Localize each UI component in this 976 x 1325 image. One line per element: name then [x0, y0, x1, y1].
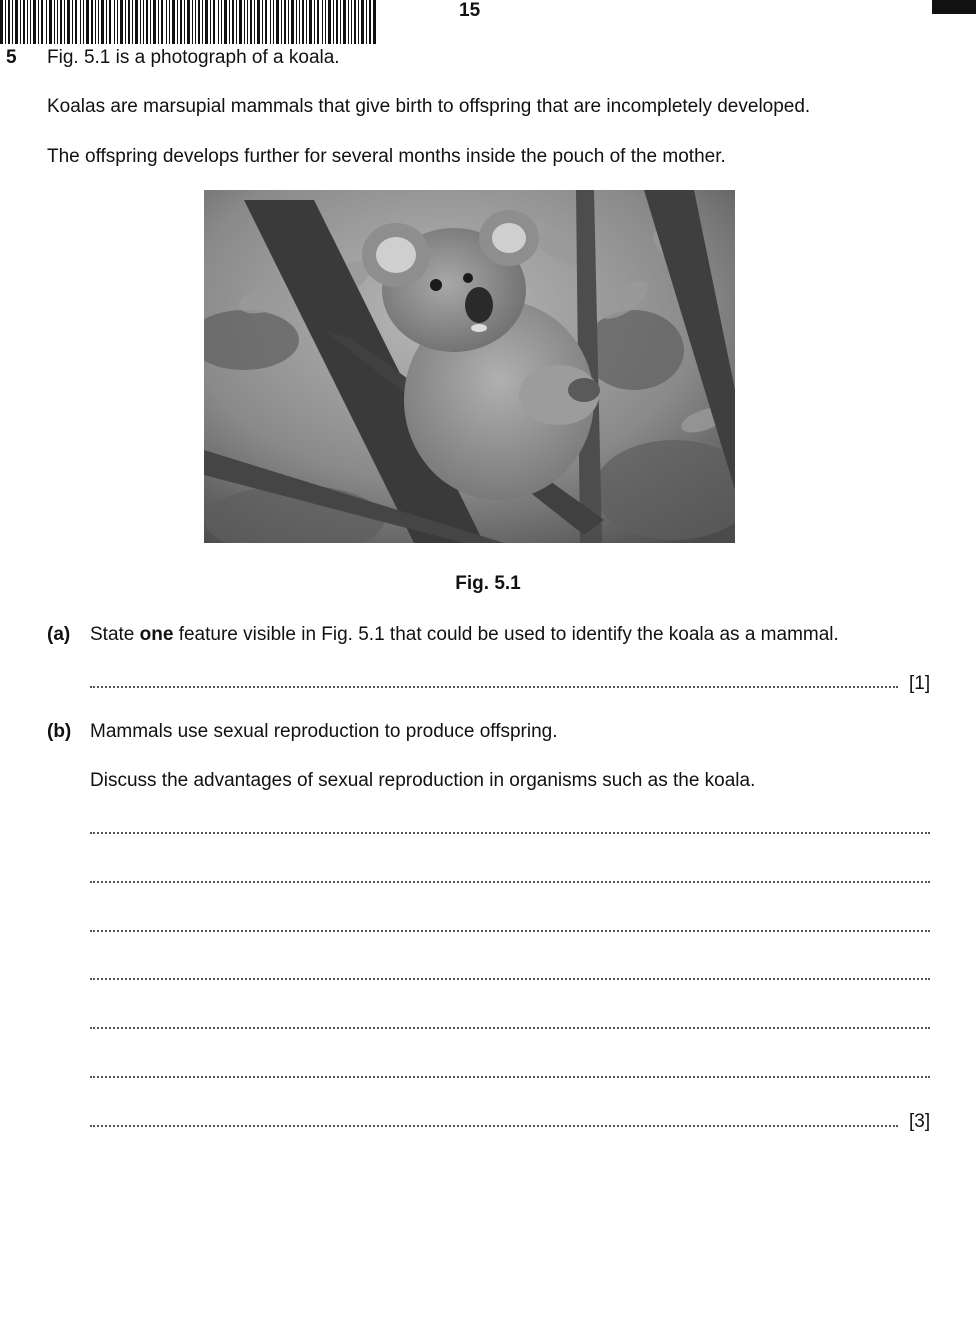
- intro-line-3: The offspring develops further for several months inside the pouch of the mother.: [47, 146, 726, 167]
- koala-photograph: [204, 190, 735, 543]
- part-a-text-post: feature visible in Fig. 5.1 that could be used to identify the koala as a mammal.: [173, 624, 839, 645]
- intro-line-2: Koalas are marsupial mammals that give birth to offspring that are incompletely developed.: [47, 96, 811, 117]
- page-number: 15: [459, 0, 481, 21]
- part-a-text-bold: one: [139, 624, 174, 645]
- answer-line-b-5[interactable]: [90, 1027, 930, 1029]
- answer-line-b-1[interactable]: [90, 832, 930, 834]
- part-b-label: (b): [47, 721, 72, 742]
- answer-line-b-2[interactable]: [90, 881, 930, 883]
- part-a-question: [90, 623, 839, 647]
- intro-line-1: Fig. 5.1 is a photograph of a koala.: [47, 47, 340, 68]
- corner-mark: [932, 0, 976, 14]
- answer-line-b-6[interactable]: [90, 1076, 930, 1078]
- answer-line-a[interactable]: [90, 686, 898, 688]
- part-b-text-2: Discuss the advantages of sexual reproduction in organisms such as the koala.: [90, 770, 756, 791]
- part-a-marks: [1]: [909, 673, 931, 694]
- question-number: 5: [6, 47, 17, 68]
- part-a-text-pre: State: [90, 624, 140, 645]
- part-a-label: (a): [47, 624, 71, 645]
- part-b-text-1: Mammals use sexual reproduction to produce offspring.: [90, 721, 558, 742]
- barcode: [0, 0, 376, 44]
- answer-line-b-7[interactable]: [90, 1125, 898, 1127]
- answer-line-b-3[interactable]: [90, 930, 930, 932]
- figure-caption: Fig. 5.1: [455, 573, 521, 594]
- answer-line-b-4[interactable]: [90, 978, 930, 980]
- part-b-marks: [3]: [909, 1111, 931, 1132]
